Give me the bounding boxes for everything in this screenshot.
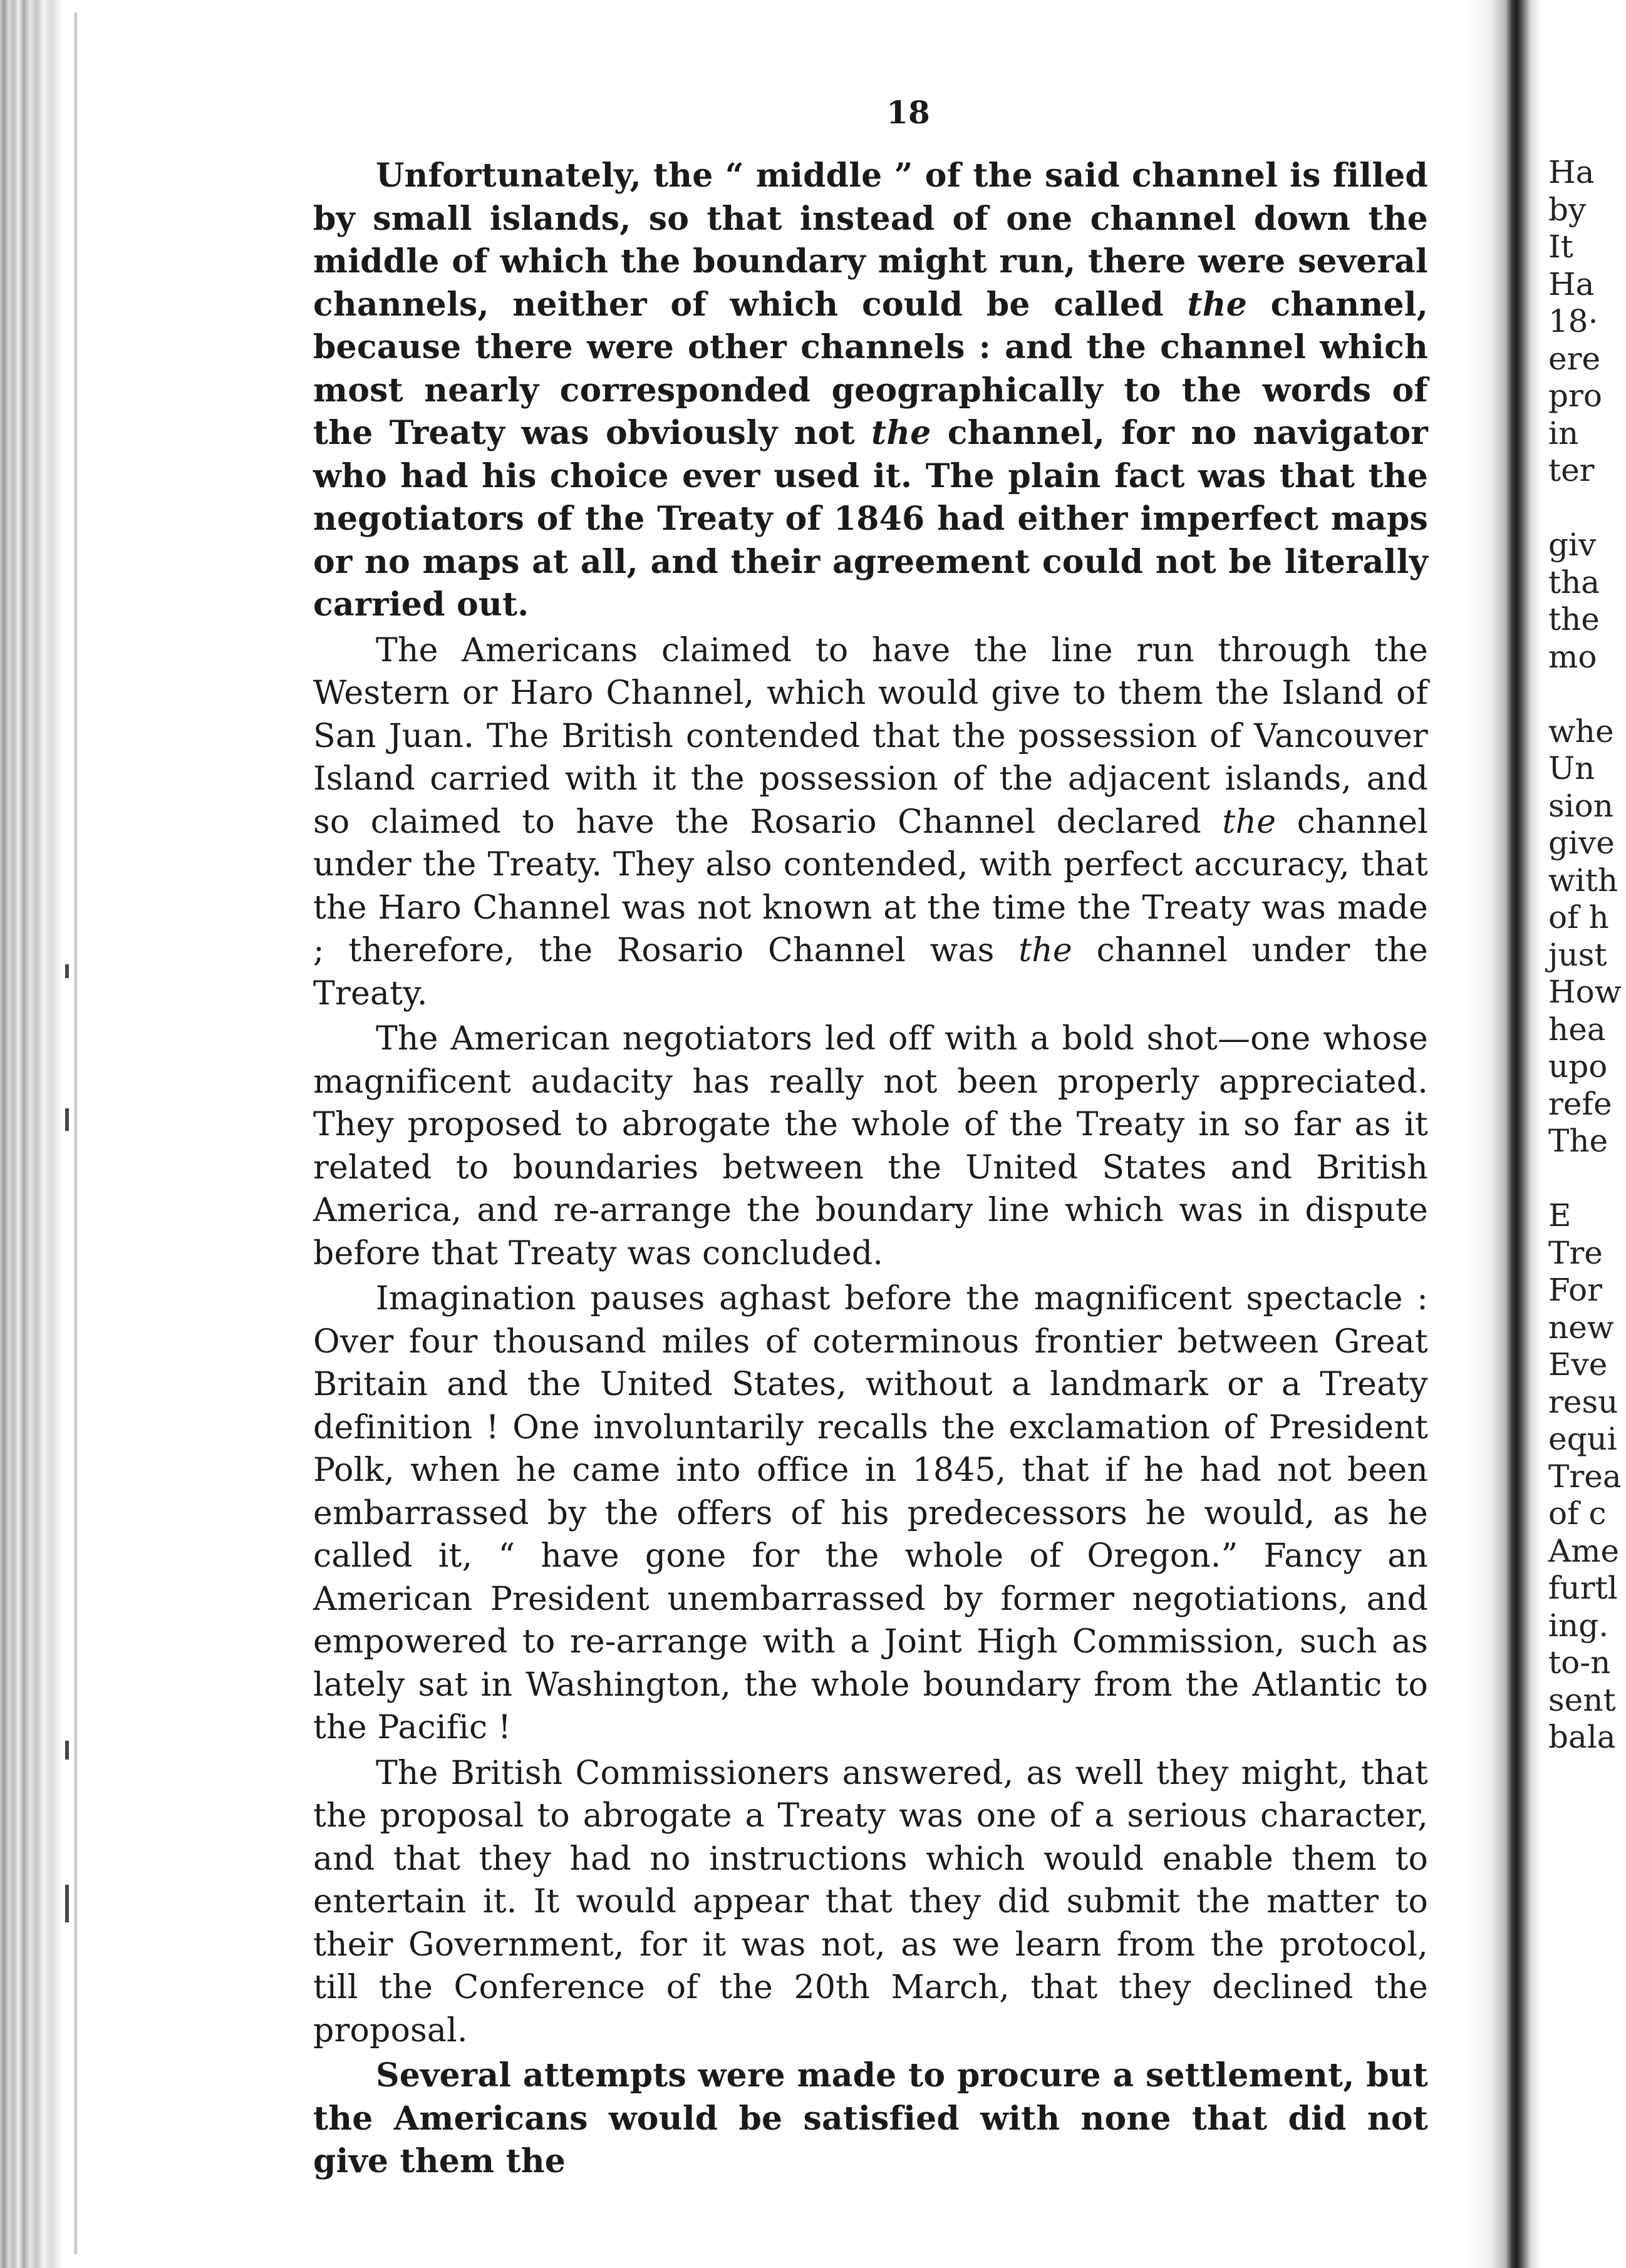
text-run: The Americans claimed to have the line run through the Western or Haro Channel, which would give to them the Island of San Juan. The British contended that the possession of Vancouver Island carried with it the possession of the adjacent islands, and so claimed to have the Rosario Channel declared <box>313 631 1428 841</box>
text-run: channel under the Treaty. They also contended, with perfect accuracy, that the Haro Channel was not known at the time the Treaty was made ; therefore, the Rosario Channel was <box>313 803 1428 969</box>
text-run: channel, for no navigator who had his choice ever used it. The plain fact was that the negotiators of the Treaty of 1846 had either imperfect maps or no maps at all, and their agreement could not be literally carried out. <box>313 414 1428 624</box>
facing-page-fragment: upo <box>1548 1048 1608 1085</box>
left-binding-edge <box>0 0 63 2268</box>
facing-page-fragment: with <box>1548 862 1618 899</box>
facing-page-fragment: of c <box>1548 1495 1607 1532</box>
facing-page-fragment: ing. <box>1548 1607 1609 1644</box>
italic-word: the <box>871 414 931 452</box>
text-run: The American negotiators led off with a bold shot—one whose magnificent audacity has really not been properly appreciated. They proposed to abrogate the whole of the Treaty in so far as it related to boundaries between the United States and British America, and re-arrange the boundary line which was in dispute before that Treaty was concluded. <box>313 1020 1428 1272</box>
facing-page-fragment: new <box>1548 1309 1614 1346</box>
page-number: 18 <box>886 94 930 131</box>
facing-page-fragment: Un <box>1548 750 1595 786</box>
facing-page-fragment: Ame <box>1548 1532 1620 1569</box>
facing-page-fragment: ter <box>1548 452 1595 488</box>
facing-page-fragment: give <box>1548 825 1615 861</box>
page-body-text <box>313 155 1428 2183</box>
text-run: The British Commissioners answered, as well they might, that the proposal to abrogate a Treaty was one of a serious character, and that they had no instructions which would enable them to entertain it. It would appear that they did submit the matter to their Government, for it was not, as we learn from the protocol, till the Conference of the 20th March, that they declined the proposal. <box>313 1754 1428 2049</box>
facing-page-fragment: equi <box>1548 1421 1617 1457</box>
facing-page-fragment: of h <box>1548 899 1609 936</box>
facing-page-fragment: How <box>1548 974 1622 1010</box>
facing-page-fragment: to-n <box>1548 1644 1611 1681</box>
facing-page-fragment: tha <box>1548 564 1600 601</box>
facing-page-fragment: just <box>1548 936 1607 973</box>
facing-page-fragment: The <box>1548 1123 1608 1159</box>
facing-page-fragment: Tre <box>1548 1234 1603 1271</box>
facing-page-fragment: E <box>1548 1197 1572 1234</box>
margin-speck <box>65 1108 69 1131</box>
facing-page-fragment: refe <box>1548 1085 1612 1122</box>
facing-page-fragment: sent <box>1548 1681 1616 1718</box>
text-run: Several attempts were made to procure a settlement, but the Americans would be satisfied with none that did not give them the <box>313 2056 1428 2180</box>
facing-page-fragment: furtl <box>1548 1570 1618 1606</box>
paragraph <box>313 629 1428 1016</box>
facing-page-fragment: Ha <box>1548 265 1595 302</box>
margin-speck <box>65 1741 69 1760</box>
italic-word: the <box>1187 285 1248 324</box>
italic-word: the <box>1018 932 1072 969</box>
facing-page-fragment: bala <box>1548 1719 1616 1755</box>
facing-page-fragment: giv <box>1548 527 1597 563</box>
paragraph <box>313 1018 1428 1275</box>
facing-page-fragment: Eve <box>1548 1346 1608 1383</box>
book-page <box>313 94 1428 2183</box>
paragraph <box>313 1277 1428 1750</box>
facing-page-fragment: It <box>1548 229 1573 265</box>
facing-page-fragment: resu <box>1548 1383 1618 1420</box>
facing-page-fragment: whe <box>1548 713 1614 750</box>
facing-page-edge <box>1541 0 1626 2268</box>
facing-page-fragment: hea <box>1548 1011 1606 1048</box>
margin-speck <box>65 964 69 978</box>
text-run: channel, because there were other channels : and the channel which most nearly corresponded geographically to the words of the Treaty was obviously not <box>313 285 1428 452</box>
facing-page-fragment: 18· <box>1548 303 1598 339</box>
facing-page-fragment: For <box>1548 1272 1602 1308</box>
paragraph <box>313 1752 1428 2053</box>
paragraph <box>313 155 1428 627</box>
facing-page-fragment: the <box>1548 601 1600 637</box>
page-fold-shadow <box>1466 0 1541 2268</box>
facing-page-fragment: pro <box>1548 378 1603 414</box>
facing-page-fragment: Trea <box>1548 1458 1622 1495</box>
margin-speck <box>65 1885 69 1922</box>
facing-page-fragment: mo <box>1548 638 1597 675</box>
text-run: Imagination pauses aghast before the magnificent spectacle : Over four thousand miles of coterminous frontier between Great Britain and the United States, without a landmark or a Treaty definition ! One involuntarily recalls the exclamation of President Polk, when he came into office in 1845, that if he had not been embarrassed by the offers of his predecessors he would, as he called it, “ have gone for the whole of Oregon.” Fancy an American President unembarrassed by former negotiations, and empowered to re-arrange with a Joint High Commission, such as lately sat in Washington, the whole boundary from the Atlantic to the Pacific ! <box>313 1280 1428 1746</box>
italic-word: the <box>1222 803 1276 841</box>
facing-page-fragment: Ha <box>1548 154 1595 190</box>
left-gutter-line <box>74 13 78 2254</box>
facing-page-fragment: in <box>1548 415 1579 451</box>
text-run: channel under the Treaty. <box>313 932 1429 1013</box>
text-run: Unfortunately, the “ middle ” of the said channel is filled by small islands, so that instead of one channel down the middle of which the boundary might run, there were several channels, neither of which could be called <box>313 157 1428 324</box>
paragraph <box>313 2054 1428 2183</box>
facing-page-fragment: sion <box>1548 787 1613 824</box>
facing-page-fragment: ere <box>1548 340 1601 377</box>
facing-page-fragment: by <box>1548 191 1587 228</box>
